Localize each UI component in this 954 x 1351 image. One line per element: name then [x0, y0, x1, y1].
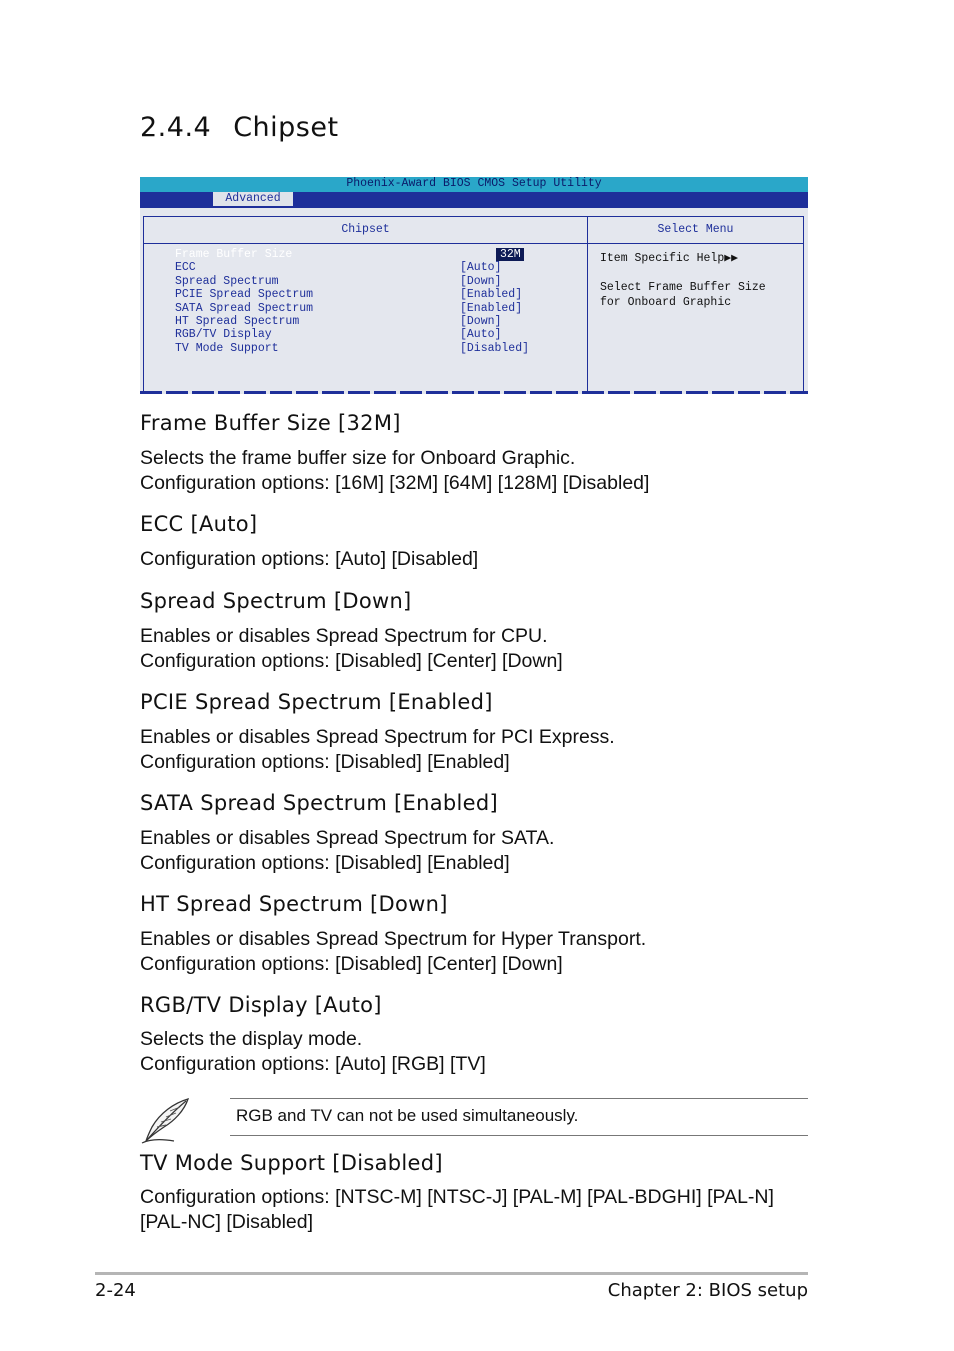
item-description: [140, 927, 646, 976]
bios-item-value: [Down]: [460, 314, 502, 328]
section-name: Chipset: [233, 112, 339, 143]
note-bottom-rule: [230, 1135, 808, 1136]
page-number: 2-24: [95, 1280, 136, 1301]
item-text-line: Configuration options: [NTSC-M] [NTSC-J] [PAL-M] [PAL-BDGHI] [PAL-N]: [140, 1186, 774, 1208]
bios-item-label: ECC: [175, 261, 196, 275]
bios-item-value: 32M: [496, 248, 524, 261]
item-text-line: Configuration options: [Disabled] [Enabled]: [140, 851, 510, 874]
section-title: [140, 112, 339, 143]
item-heading-spread-spectrum: Spread Spectrum [Down]: [140, 589, 412, 613]
section-number: 2.4.4: [140, 112, 212, 143]
bios-item-value: [Down]: [460, 274, 502, 288]
item-text-line: Configuration options: [Auto] [Disabled]: [140, 548, 479, 570]
bios-item-label: SATA Spread Spectrum: [175, 301, 314, 315]
item-description: [140, 725, 615, 774]
item-text-line: Configuration options: [Auto] [RGB] [TV]: [140, 1052, 486, 1075]
bios-body: [140, 208, 808, 392]
item-heading-sata-spread-spectrum: SATA Spread Spectrum [Enabled]: [140, 791, 499, 815]
bios-item-label: Spread Spectrum: [175, 274, 279, 288]
item-description: [140, 547, 478, 572]
bios-item-label: Frame Buffer Size: [175, 248, 293, 261]
bios-item-value: [Enabled]: [460, 301, 523, 315]
item-text-line: Configuration options: [Disabled] [Center] [Down]: [140, 952, 563, 975]
bios-item-value: [Auto]: [460, 328, 502, 342]
item-description: [140, 446, 649, 495]
item-heading-tv-mode-support: TV Mode Support [Disabled]: [140, 1151, 443, 1175]
bios-item-value: [Auto]: [460, 261, 502, 275]
item-heading-pcie-spread-spectrum: PCIE Spread Spectrum [Enabled]: [140, 690, 493, 714]
bios-panel-title: Chipset: [144, 217, 587, 244]
item-heading-ht-spread-spectrum: HT Spread Spectrum [Down]: [140, 892, 448, 916]
bios-bottom-border: [140, 391, 808, 394]
item-text-line: Configuration options: [Disabled] [Center] [Down]: [140, 649, 563, 672]
bios-item-label: TV Mode Support: [175, 341, 279, 355]
bios-item-label: RGB/TV Display: [175, 328, 272, 342]
bios-help-title: Select Menu: [588, 217, 803, 244]
bios-item-value: [Enabled]: [460, 288, 523, 302]
bios-help-text: Item Specific Help▶▶ Select Frame Buffer Size for Onboard Graphic: [600, 252, 766, 309]
item-heading-ecc: ECC [Auto]: [140, 512, 258, 536]
item-description: [140, 826, 554, 875]
bios-item-label: HT Spread Spectrum: [175, 314, 300, 328]
bios-tab-advanced[interactable]: Advanced: [213, 192, 293, 206]
bios-settings-panel: [143, 216, 588, 393]
note-text: RGB and TV can not be used simultaneously.: [236, 1106, 579, 1125]
item-heading-rgb-tv-display: RGB/TV Display [Auto]: [140, 993, 382, 1017]
item-text-line: Selects the display mode.: [140, 1028, 363, 1050]
item-description: [140, 624, 563, 673]
note-top-rule: [230, 1098, 808, 1099]
feather-pen-icon: [140, 1097, 192, 1145]
item-text-line: [PAL-NC] [Disabled]: [140, 1210, 314, 1233]
bios-item-value: [Disabled]: [460, 341, 530, 355]
item-heading-frame-buffer-size: Frame Buffer Size [32M]: [140, 411, 401, 435]
bios-title-bar: Phoenix-Award BIOS CMOS Setup Utility: [140, 177, 808, 192]
item-text-line: Configuration options: [Disabled] [Enabled]: [140, 750, 510, 773]
bios-help-panel: [587, 216, 804, 392]
chapter-label: Chapter 2: BIOS setup: [607, 1280, 808, 1301]
item-text-line: Enables or disables Spread Spectrum for SATA.: [140, 827, 555, 849]
item-description: [140, 1027, 486, 1076]
item-text-line: Enables or disables Spread Spectrum for PCI Express.: [140, 726, 615, 748]
item-text-line: Enables or disables Spread Spectrum for CPU.: [140, 625, 548, 647]
item-description: [140, 1185, 774, 1234]
bios-screenshot: [140, 177, 808, 394]
footer-rule: [95, 1272, 808, 1275]
item-text-line: Selects the frame buffer size for Onboard Graphic.: [140, 447, 576, 469]
item-text-line: Enables or disables Spread Spectrum for Hyper Transport.: [140, 928, 647, 950]
item-text-line: Configuration options: [16M] [32M] [64M] [128M] [Disabled]: [140, 471, 650, 494]
bios-menu-bar: [140, 192, 808, 208]
bios-item-label: PCIE Spread Spectrum: [175, 288, 314, 302]
